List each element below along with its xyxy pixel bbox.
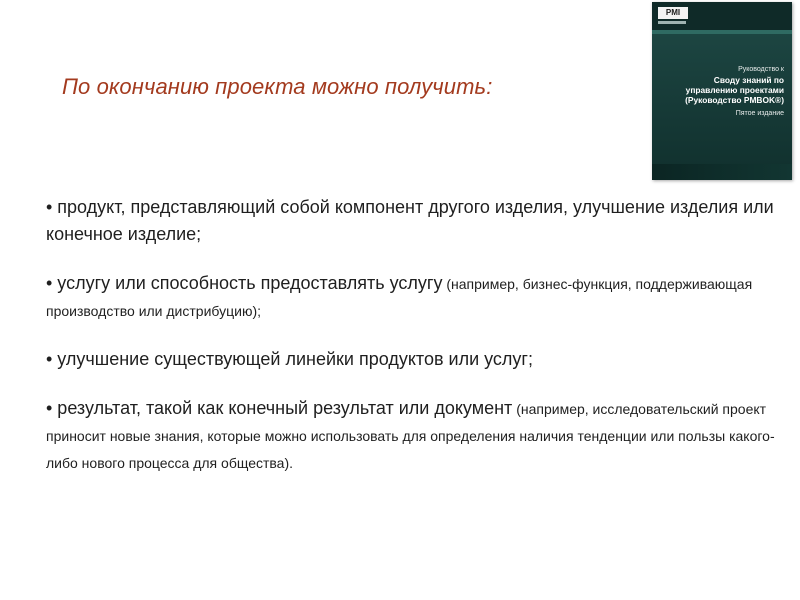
book-cover-strip [652,30,792,34]
pmbok-book-cover [652,2,792,180]
book-bottom-band [652,164,792,180]
book-edition: Пятое издание [735,110,784,117]
bullet-item-2 [46,270,776,324]
bullet-2-text: • услугу или способность предоставлять услугу [46,273,443,293]
book-line-1: Руководство к [738,66,784,73]
bullet-2-note: (например, бизнес-функция, поддерживающая производство или дистрибуцию); [46,276,753,319]
bullet-spacer [46,248,776,270]
book-cover-text [659,65,784,119]
bullet-item-1 [46,194,776,248]
bullet-list [46,194,776,476]
bullet-spacer [46,373,776,395]
pmi-logo-subtitle [658,21,686,24]
bullet-3-text: • улучшение существующей линейки продуктов или услуг; [46,349,533,369]
bullet-4-note: (например, исследовательский проект приносит новые знания, которые можно использовать для определения наличия тенденции или пользы какого-либо нового процесса для общества). [46,401,775,471]
pmi-logo: PMI [658,7,688,19]
bullet-spacer [46,324,776,346]
book-line-4: (Руководство PMBOK®) [685,95,784,105]
book-line-3: управлению проектами [685,85,784,95]
bullet-4-text: • результат, такой как конечный результат или документ [46,398,513,418]
bullet-item-3 [46,346,776,373]
slide-title: По окончанию проекта можно получить: [62,74,493,99]
bullet-1-text: • продукт, представляющий собой компонент другого изделия, улучшение изделия или конечное изделие; [46,197,774,244]
bullet-item-4 [46,395,776,476]
book-line-2: Своду знаний по [713,75,784,85]
